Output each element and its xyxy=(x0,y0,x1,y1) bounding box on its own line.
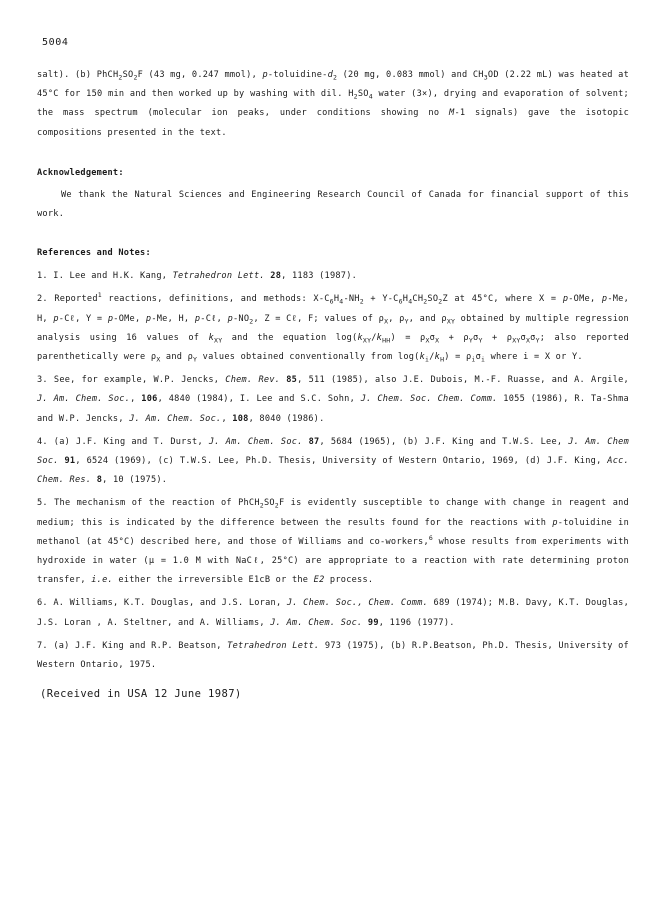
page-number: 5004 xyxy=(42,37,69,48)
reference-1: 1. I. Lee and H.K. Kang, Tetrahedron Lett. 28, 1183 (1987). xyxy=(37,271,358,282)
acknowledgement-text: We thank the Natural Sciences and Engineering Research Council of Canada for financial support of this work. xyxy=(37,190,629,219)
received-date: (Received in USA 12 June 1987) xyxy=(40,688,242,701)
references-heading: References and Notes: xyxy=(37,248,151,259)
reference-5: 5. The mechanism of the reaction of $PhCH_2SO_2F$ is evidently susceptible to change with change in reagent and medium; this is indicated by the difference between the results found for the reactions with p-toluidine in methanol (at 45°C) described here, and those of Williams and co-workers,$^6$ whose results from experiments with hydroxide in water (μ = 1.0 M with NaCℓ, 25°C) are appropriate to a reaction with rate determining proton transfer, i.e. either the irreversible E1cB or the E2 process. xyxy=(37,498,630,586)
reference-4: 4. (a) J.F. King and T. Durst, J. Am. Chem. Soc. 87, 5684 (1965), (b) J.F. King and T.W.S. Lee, J. Am. Chem Soc. 91, 6524 (1969), (c) T.W.S. Lee, Ph.D. Thesis, University of Western Ontario, 1969, (d) J.F. King, Acc. Chem. Res. 8, 10 (1975). xyxy=(37,436,629,486)
acknowledgement-heading: Acknowledgement: xyxy=(37,167,124,178)
reference-2: 2. Reported$^1$ reactions, definitions, and methods: $X-C_6H_4-NH_2 + Y-C_6H_4CH_2SO_2Z$ at 45°C, where X = p-OMe, p-Me, H, p-Cℓ, Y = p-OMe, p-Me, H, p-Cℓ, $p-NO_2$, Z = Cℓ, F; values of $\rho_X$, $\rho_Y$, and $\rho_{XY}$ obtained by multiple regression analysis using 16 values of $k_{XY}$ and the equation $\log(k_{XY}/k_{HH}) = \rho_X\sigma_X + \rho_Y\sigma_Y + \rho_{XY}\sigma_X\sigma_Y$; also reported parenthetically were $\rho_X$ and $\rho_Y$ values obtained conventionally from $\log(k_i/k_H) = \rho_i\sigma_i$ where i = X or Y. xyxy=(37,291,630,364)
reference-3: 3. See, for example, W.P. Jencks, Chem. Rev. 85, 511 (1985), also J.E. Dubois, M.-F. Ruasse, and A. Argile, J. Am. Chem. Soc., 106, 4840 (1984), I. Lee and S.C. Sohn, J. Chem. Soc. Chem. Comm. 1055 (1986), R. Ta-Shma and W.P. Jencks, J. Am. Chem. Soc., 108, 8040 (1986). xyxy=(37,375,629,424)
reference-7: 7. (a) J.F. King and R.P. Beatson, Tetrahedron Lett. 973 (1975), (b) R.P.Beatson, Ph.D. Thesis, University of Western Ontario, 1975. xyxy=(37,640,629,671)
page-body xyxy=(37,66,629,704)
reference-6: 6. A. Williams, K.T. Douglas, and J.S. Loran, J. Chem. Soc., Chem. Comm. 689 (1974); M.B. Davy, K.T. Douglas, J.S. Loran , A. Steltner, and A. Williams, J. Am. Chem. Soc. 99, 1196 (1977). xyxy=(37,598,630,628)
experimental-paragraph: salt). (b) $PhCH_2SO_2F$ (43 mg, 0.247 mmol), $p-toluidine-d_2$ (20 mg, 0.083 mmol) and $CH_3OD$ (2.22 mL) was heated at 45°C for 150 min and then worked up by washing with dil. $H_2SO_4$ water (3×), drying and evaporation of solvent; the mass spectrum (molecular ion peaks, under conditions showing no M-1 signals) gave the isotopic compositions presented in the text. xyxy=(37,70,630,138)
